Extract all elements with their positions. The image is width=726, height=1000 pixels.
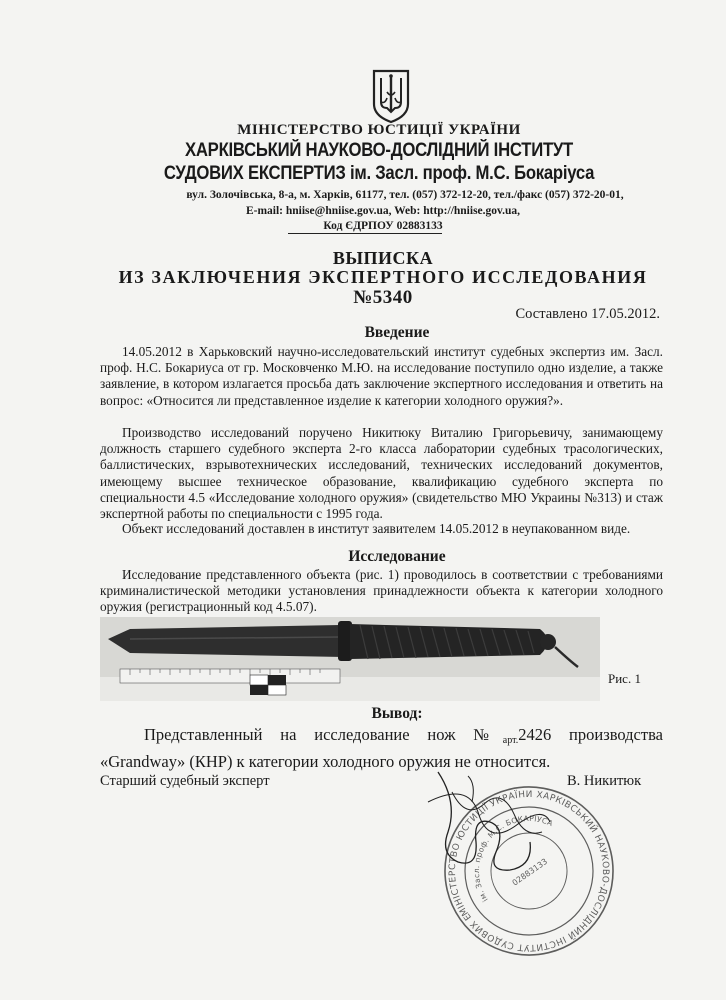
seal-inner-text: ім. Засл. проф. М.С. БОКАРІУСА [471, 813, 555, 904]
seal-code: 02883133 [510, 856, 550, 888]
research-text: Исследование представленного объекта (рис. 1) проводилось в соответствии с требованиями криминалистической методики установления принадлежности объекта к категории холодного оружия (регистрационный код 4.5.07). [100, 567, 663, 615]
conclusion-paragraph [100, 724, 663, 772]
registry-code: Код ЄДРПОУ 02883133 [323, 220, 443, 232]
document-number: №5340 [353, 287, 413, 308]
introduction-text-2: Производство исследований поручено Никитюку Виталию Григорьевичу, занимающему должность старшего судебного эксперта 2-го класса лаборатории судебных трасологических, баллистических, взрывотехнических исследований, технических исследований документов, имеющему высшее техническое образование, квалификацию судебного эксперта по специальности 4.5 «Исследование холодного оружия» (свидетельство МЮ Украины №313) и стаж экспертной работы по специальности с 1995 года. [100, 425, 663, 522]
contact-line: E-mail: hniise@hniise.gov.ua, Web: http://hniise.gov.ua, [245, 205, 521, 217]
conclusion-heading: Вывод: [371, 705, 423, 722]
introduction-paragraph [100, 521, 663, 537]
ministry-name: МІНІСТЕРСТВО ЮСТИЦІЇ УКРАЇНИ [237, 122, 521, 138]
expert-position: Старший судебный эксперт [100, 773, 270, 789]
institute-name-line2: СУДОВИХ ЕКСПЕРТИЗ ім. Засл. проф. М.С. Бокаріуса [163, 163, 595, 184]
header-underline [288, 233, 442, 234]
research-paragraph [100, 567, 663, 616]
introduction-paragraph [100, 425, 663, 522]
introduction-text-1: 14.05.2012 в Харьковский научно-исследовательский институт судебных экспертиз им. Засл. проф. Н.С. Бокариуса от гр. Московченко М.Ю. на исследование поступило одно изделие, а также заявление, в котором излагается просьба дать заключение экспертного исследования и ответить на вопрос: «Относится ли представленное изделие к категории холодного оружия?». [100, 344, 663, 408]
knife-photo [100, 617, 600, 701]
expert-name: В. Никитюк [567, 773, 642, 789]
introduction-heading: Введение [364, 324, 430, 341]
handwritten-signature [418, 762, 558, 887]
coat-of-arms-icon [371, 68, 411, 124]
institute-name-line1: ХАРКІВСЬКИЙ НАУКОВО-ДОСЛІДНИЙ ІНСТИТУТ [184, 140, 574, 161]
conclusion-text-part1: Представленный на исследование нож № [144, 725, 503, 744]
address-line: вул. Золочівська, 8-а, м. Харків, 61177, тел. (057) 372-12-20, тел./факс (057) 372-20-01, [186, 189, 624, 201]
seal-outer-text: МІНІСТЕРСТВО ЮСТИЦІЇ УКРАЇНИ ХАРКІВСЬКИЙ НАУКОВО-ДОСЛІДНИЙ ІНСТИТУТ СУДОВИХ ЕКСПЕРТИЗ [447, 789, 611, 953]
conclusion-text-part2: 2426 производства «Grandway» (КНР) к категории холодного оружия не относится. [100, 725, 663, 771]
document-subtitle: ИЗ ЗАКЛЮЧЕНИЯ ЭКСПЕРТНОГО ИССЛЕДОВАНИЯ [118, 267, 648, 287]
figure-caption: Рис. 1 [608, 671, 641, 686]
document-title: ВЫПИСКА [332, 248, 434, 268]
composed-date: Составлено 17.05.2012. [515, 306, 660, 322]
research-heading: Исследование [348, 548, 446, 565]
introduction-text-3: Объект исследований доставлен в институт заявителем 14.05.2012 в неупакованном виде. [122, 521, 631, 536]
introduction-paragraph [100, 344, 663, 409]
article-subscript: арт. [502, 735, 519, 746]
